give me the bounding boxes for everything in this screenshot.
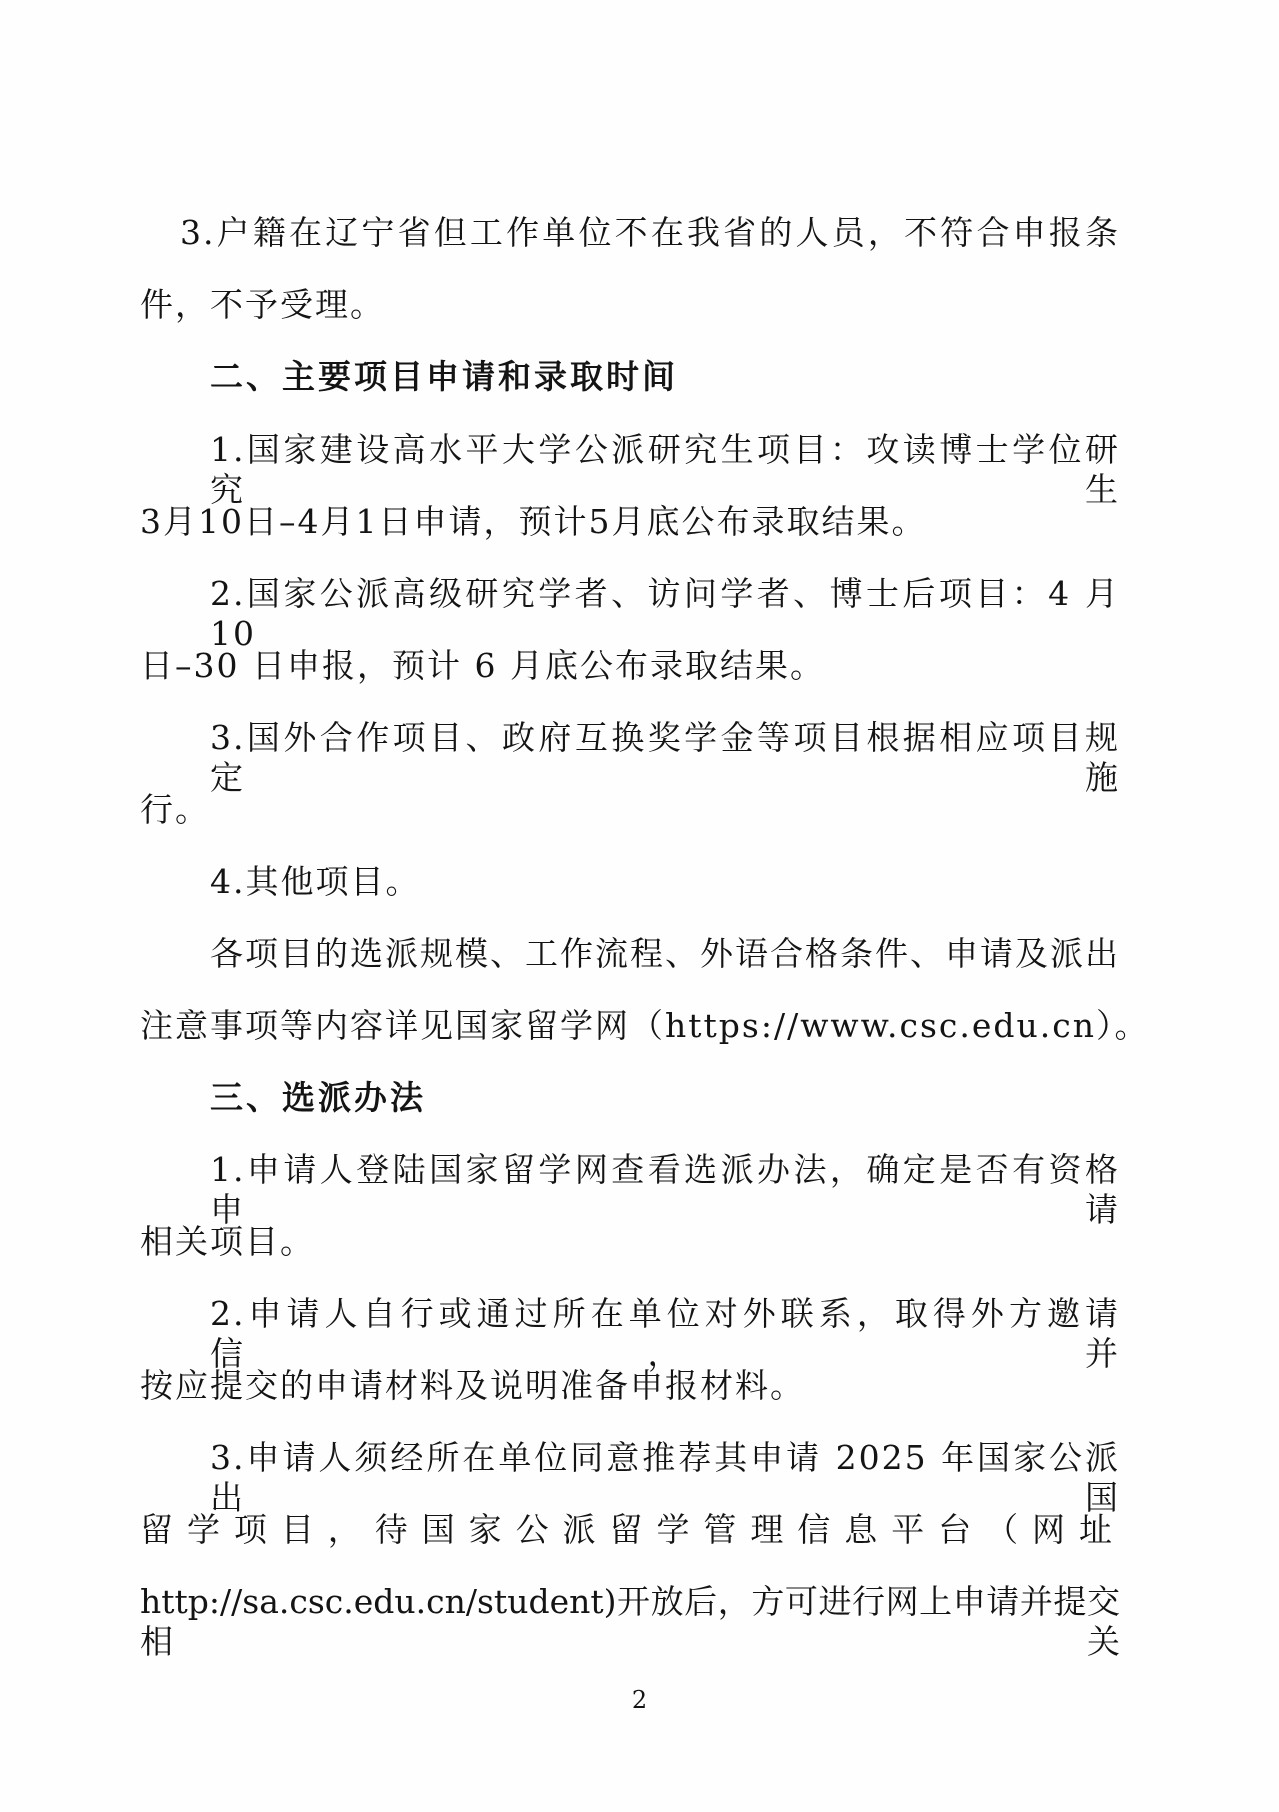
body-line: 3.申请人须经所在单位同意推荐其申请 2025 年国家公派出国 — [210, 1438, 1120, 1517]
body-line: 相关项目。 — [140, 1222, 315, 1261]
body-line: 4.其他项目。 — [210, 862, 421, 901]
body-line: 留学项目，待国家公派留学管理信息平台（网址 — [140, 1510, 1120, 1549]
body-line: 1.申请人登陆国家留学网查看选派办法，确定是否有资格申请 — [210, 1150, 1120, 1229]
body-line: 行。 — [140, 790, 210, 829]
body-line: 日–30 日申报，预计 6 月底公布录取结果。 — [140, 646, 825, 685]
body-line: 2.申请人自行或通过所在单位对外联系，取得外方邀请信，并 — [210, 1294, 1120, 1373]
body-line: 2.国家公派高级研究学者、访问学者、博士后项目：4 月 10 — [210, 574, 1120, 653]
section-heading: 三、选派办法 — [210, 1078, 426, 1117]
body-line: http://sa.csc.edu.cn/student)开放后，方可进行网上申请并提交相关 — [140, 1582, 1120, 1661]
body-line: 按应提交的申请材料及说明准备申报材料。 — [140, 1366, 805, 1405]
body-line: 3月10日–4月1日申请，预计5月底公布录取结果。 — [140, 502, 927, 541]
body-line: 3.户籍在辽宁省但工作单位不在我省的人员，不符合申报条 — [180, 213, 1120, 252]
section-heading: 二、主要项目申请和录取时间 — [210, 357, 678, 396]
page-number: 2 — [631, 1686, 648, 1714]
body-line: 注意事项等内容详见国家留学网（https://www.csc.edu.cn）。 — [140, 1006, 1150, 1045]
body-line: 各项目的选派规模、工作流程、外语合格条件、申请及派出 — [210, 934, 1120, 973]
body-line: 1.国家建设高水平大学公派研究生项目：攻读博士学位研究生 — [210, 430, 1120, 509]
body-line: 件，不予受理。 — [140, 285, 385, 324]
body-line: 3.国外合作项目、政府互换奖学金等项目根据相应项目规定施 — [210, 718, 1120, 797]
